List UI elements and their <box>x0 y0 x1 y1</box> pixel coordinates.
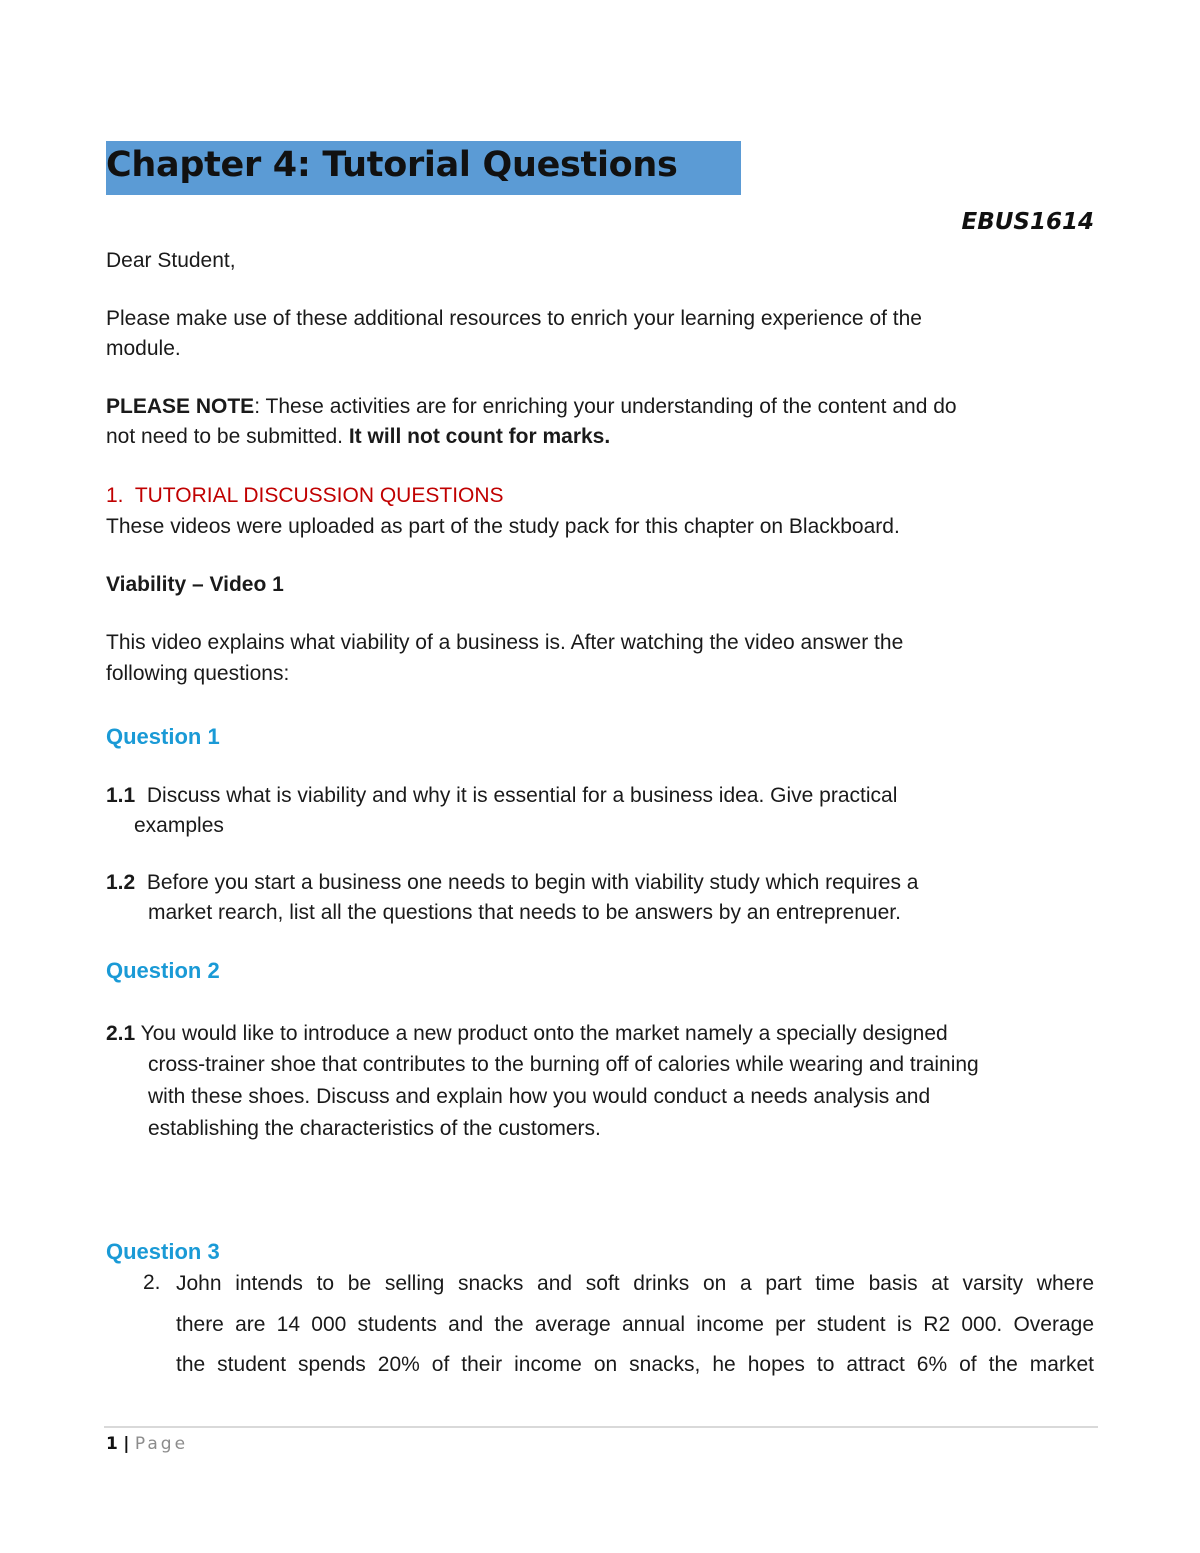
note-line-1 <box>106 392 957 422</box>
greeting: Dear Student, <box>106 249 236 272</box>
section-1-title: TUTORIAL DISCUSSION QUESTIONS <box>134 484 504 507</box>
question-3-line-2: there are 14 000 students and the average annual income per student is R2 000. Overage <box>176 1313 1094 1336</box>
footer-separator: | <box>123 1434 130 1454</box>
document-title: Chapter 4: Tutorial Questions <box>106 145 678 185</box>
intro-line-1: Please make use of these additional resources to enrich your learning experience of the <box>106 307 922 330</box>
question-2-1-text: You would like to introduce a new product onto the market namely a specially designed <box>140 1022 948 1045</box>
question-2-1-line-4: establishing the characteristics of the customers. <box>148 1117 601 1140</box>
question-2-heading: Question 2 <box>106 958 220 983</box>
question-1-heading: Question 1 <box>106 724 220 749</box>
question-1-2-number: 1.2 <box>106 871 136 894</box>
question-2-1-line-2: cross-trainer shoe that contributes to the burning off of calories while wearing and training <box>148 1053 979 1076</box>
question-1-2-text: Before you start a business one needs to begin with viability study which requires a <box>146 871 919 894</box>
note-line-2 <box>106 422 610 452</box>
footer-divider <box>104 1426 1098 1428</box>
note-label: PLEASE NOTE <box>106 395 255 418</box>
intro-line-2: module. <box>106 337 181 360</box>
section-1-description: These videos were uploaded as part of the study pack for this chapter on Blackboard. <box>106 515 900 538</box>
page-footer <box>106 1434 188 1454</box>
question-3-line-1: John intends to be selling snacks and soft drinks on a part time basis at varsity where <box>176 1272 1094 1295</box>
page-label: Page <box>134 1434 189 1454</box>
question-1-1-line-2: examples <box>134 814 224 837</box>
question-3-heading: Question 3 <box>106 1239 220 1264</box>
section-1-heading <box>106 481 504 511</box>
question-3-line-3: the student spends 20% of their income on snacks, he hopes to attract 6% of the market <box>176 1353 1094 1376</box>
course-code: EBUS1614 <box>961 209 1094 235</box>
question-2-1-number: 2.1 <box>106 1022 136 1045</box>
question-1-1-text: Discuss what is viability and why it is essential for a business idea. Give practical <box>146 784 898 807</box>
note-emphasis: It will not count for marks. <box>348 425 611 448</box>
question-1-2-line-1 <box>106 868 918 898</box>
question-2-1-line-3: with these shoes. Discuss and explain how you would conduct a needs analysis and <box>148 1085 931 1108</box>
question-3-number: 2. <box>143 1271 161 1294</box>
question-1-1-line-1 <box>106 781 897 811</box>
note-text-2: not need to be submitted. <box>106 425 349 448</box>
section-1-number: 1. <box>106 484 124 507</box>
question-2-1-line-1 <box>106 1019 948 1049</box>
note-text: : These activities are for enriching your understanding of the content and do <box>254 395 957 418</box>
video-description-line-2: following questions: <box>106 662 290 685</box>
question-1-1-number: 1.1 <box>106 784 136 807</box>
video-description-line-1: This video explains what viability of a business is. After watching the video answer the <box>106 631 904 654</box>
page-number: 1 <box>106 1434 118 1454</box>
question-1-2-line-2: market rearch, list all the questions that needs to be answers by an entreprenuer. <box>148 901 901 924</box>
video-title: Viability – Video 1 <box>106 573 284 596</box>
